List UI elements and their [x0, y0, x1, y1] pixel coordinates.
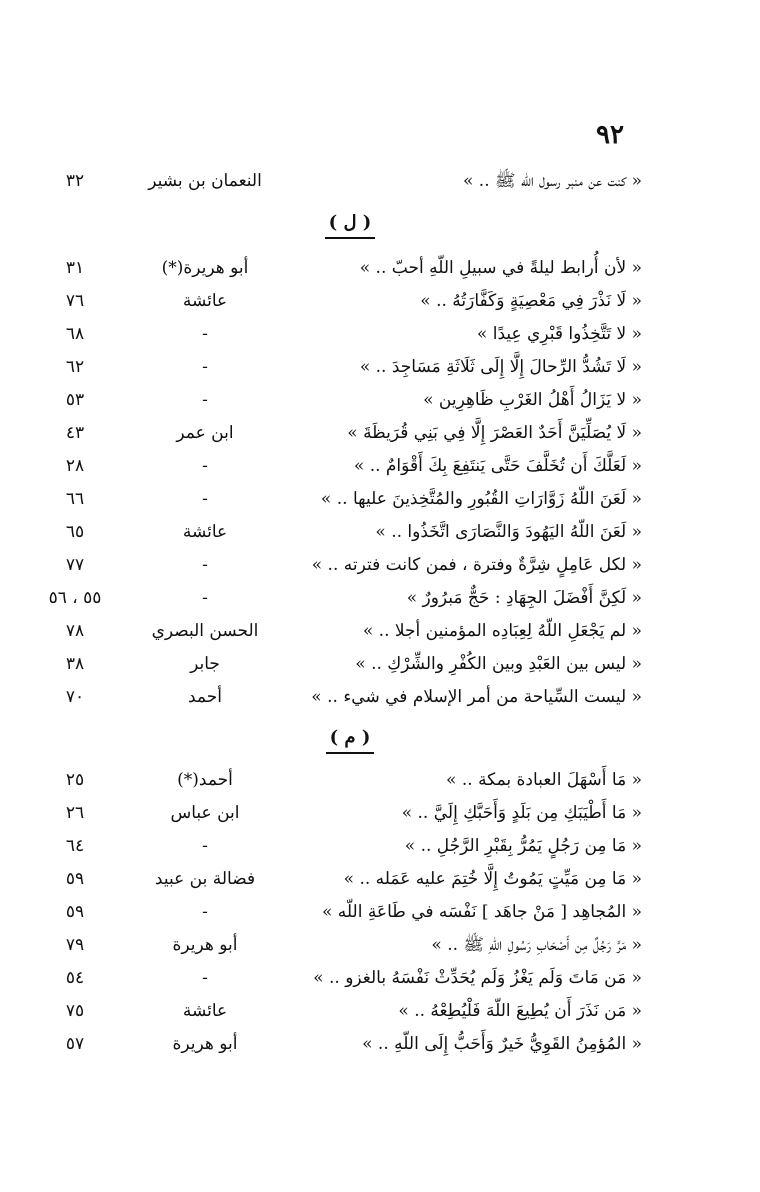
- hadith-text: « لَكِنَّ أَفْضَلَ الجِهَادِ : حَجٌّ مَبرُورٌ »: [406, 588, 642, 608]
- hadith-text: « لم يَجْعَلِ اللّهُ لِعِبَادِه المؤمنين أجلا .. »: [362, 621, 642, 641]
- narrator: -: [202, 456, 208, 476]
- page-ref: ٣٨: [65, 654, 85, 674]
- narrator: -: [202, 489, 208, 509]
- narrator: عائشة: [182, 1001, 228, 1021]
- index-row: [0, 384, 760, 417]
- hadith-text: « لَعَنَ اللّهُ زَوَّارَاتِ القُبُورِ والمُتَّخِذينَ عليها .. »: [320, 489, 642, 509]
- index-row: [0, 318, 760, 351]
- narrator: -: [202, 588, 208, 608]
- narrator: أحمد(*): [177, 770, 233, 790]
- narrator: النعمان بن بشير: [148, 171, 262, 191]
- hadith-text: « مَا أَطْيَبَكِ مِن بَلَدٍ وَأَحَبَّكِ إِلَيَّ .. »: [401, 803, 642, 823]
- hadith-text: « ليس بين العَبْدِ وبين الكُفْرِ والشِّرْكِ .. »: [355, 654, 642, 674]
- page-ref: ٤٣: [65, 423, 85, 443]
- page-ref: ٦٢: [65, 357, 85, 377]
- hadith-text: « لَا تَشُدُّ الرِّحالَ إِلَّا إِلَى ثَلَاثَةِ مَسَاجِدَ .. »: [359, 357, 642, 377]
- page-ref: ٥٥ ، ٥٦: [48, 588, 102, 608]
- index-row: [0, 863, 760, 896]
- narrator: عائشة: [182, 291, 228, 311]
- section-heading-mim: ( م ): [300, 727, 400, 754]
- page-ref: ٧٦: [65, 291, 85, 311]
- hadith-text: « لَا يُصَلِّيَنَّ أَحَدٌ العَصْرَ إِلَّا فِي بَنِي قُرَيظَةَ »: [347, 423, 642, 443]
- hadith-text: « لَا نَذْرَ فِي مَعْصِيَةٍ وَكَفَّارَتُهُ .. »: [420, 291, 642, 311]
- page-ref: ٧٨: [65, 621, 85, 641]
- index-row: [0, 896, 760, 929]
- index-row: [0, 929, 760, 962]
- index-row: [0, 285, 760, 318]
- hadith-text: « المُجاهِد [ مَنْ جاهَد ] نَفْسَه في طَاعَةِ اللّه »: [321, 902, 642, 922]
- narrator: أحمد: [188, 687, 222, 707]
- hadith-text: « مَا مِن مَيِّتٍ يَمُوتُ إِلَّا خُتِمَ عليه عَمَله .. »: [343, 869, 642, 889]
- hadith-text: « المُؤمِنُ القَوِيُّ خَيرٌ وَأَحَبُّ إِلَى اللّهِ .. »: [362, 1034, 642, 1054]
- index-row: [0, 797, 760, 830]
- page-ref: ٢٨: [65, 456, 85, 476]
- page-ref: ٦٥: [65, 522, 85, 542]
- hadith-text: « مَن نَذَرَ أَن يُطِيعَ اللّهَ فَلْيُطِعْهُ .. »: [398, 1001, 642, 1021]
- narrator: عائشة: [182, 522, 228, 542]
- page-ref: ٦٤: [65, 836, 85, 856]
- page-ref: ٧٠: [65, 687, 85, 707]
- hadith-text: « لا يَزَالُ أَهْلُ الغَرْبِ ظَاهِرِين »: [423, 390, 642, 410]
- hadith-text: « لَعَنَ اللّهُ اليَهُودَ وَالنَّصَارَى اتَّخَذُوا .. »: [375, 522, 642, 542]
- narrator: أبو هريرة: [172, 1034, 238, 1054]
- index-row: [0, 252, 760, 285]
- index-row: [0, 995, 760, 1028]
- index-row: [0, 615, 760, 648]
- page-ref: ٦٦: [65, 489, 85, 509]
- page-ref: ٣١: [65, 258, 85, 278]
- index-row: [0, 582, 760, 615]
- page-ref: ٧٩: [65, 935, 85, 955]
- index-row: [0, 549, 760, 582]
- index-row: [0, 764, 760, 797]
- page-ref: ٢٥: [65, 770, 85, 790]
- index-row: [0, 165, 760, 198]
- narrator: الحسن البصري: [151, 621, 259, 641]
- page-ref: ٥٤: [65, 968, 85, 988]
- hadith-text: « ليست السِّياحة من أمر الإسلام في شيء .. »: [311, 687, 642, 707]
- page-ref: ٧٧: [65, 555, 85, 575]
- page-number: ٩٢: [596, 120, 624, 150]
- index-row: [0, 351, 760, 384]
- narrator: -: [202, 390, 208, 410]
- page-ref: ٦٨: [65, 324, 85, 344]
- narrator: أبو هريرة: [172, 935, 238, 955]
- hadith-text: « مَرَّ رَجُلٌ مِن أَصْحَابِ رَسُولِ اللّهِ ﷺ .. »: [431, 935, 642, 955]
- page-ref: ٥٧: [65, 1034, 85, 1054]
- hadith-text: « لَعَلَّكَ أَن تُخَلَّفَ حَتَّى يَنتَفِعَ بِكَ أَقْوَامٌ .. »: [353, 456, 642, 476]
- narrator: -: [202, 836, 208, 856]
- narrator: أبو هريرة(*): [161, 258, 249, 278]
- index-row: [0, 483, 760, 516]
- narrator: -: [202, 324, 208, 344]
- narrator: ابن عمر: [176, 423, 234, 443]
- page-ref: ٥٣: [65, 390, 85, 410]
- index-row: [0, 830, 760, 863]
- section-heading-lam: ( ل ): [300, 212, 400, 239]
- index-row: [0, 1028, 760, 1061]
- index-row: [0, 681, 760, 714]
- narrator: -: [202, 968, 208, 988]
- page-ref: ٢٦: [65, 803, 85, 823]
- narrator: ابن عباس: [170, 803, 240, 823]
- index-row: [0, 516, 760, 549]
- hadith-text: « لا تَتَّخِذُوا قَبْرِي عِيدًا »: [476, 324, 642, 344]
- page-ref: ٥٩: [65, 902, 85, 922]
- narrator: -: [202, 555, 208, 575]
- narrator: -: [202, 902, 208, 922]
- narrator: فضالة بن عبيد: [154, 869, 256, 889]
- page-ref: ٣٢: [65, 171, 85, 191]
- hadith-text: « مَن مَاتَ وَلَم يَغْزُ وَلَم يُحَدِّثْ نَفْسَهُ بالغزو .. »: [313, 968, 642, 988]
- narrator: -: [202, 357, 208, 377]
- narrator: جابر: [190, 654, 220, 674]
- hadith-text: « مَا أَسْهَلَ العبادة بمكة .. »: [446, 770, 642, 790]
- index-row: [0, 417, 760, 450]
- hadith-text: « لأن أُرابط ليلةً في سبيلِ اللّهِ أحبّ .. »: [359, 258, 642, 278]
- index-row: [0, 450, 760, 483]
- hadith-text: « لكل عَامِلٍ شِرَّةٌ وفترة ، فمن كانت فترته .. »: [311, 555, 642, 575]
- hadith-text: « مَا مِن رَجُلٍ يَمُرُّ بِقَبْرِ الرَّجُلِ .. »: [404, 836, 642, 856]
- page-ref: ٥٩: [65, 869, 85, 889]
- page-ref: ٧٥: [65, 1001, 85, 1021]
- index-row: [0, 962, 760, 995]
- hadith-text: « كنت عن منبر رسول الله ﷺ .. »: [462, 171, 642, 191]
- index-row: [0, 648, 760, 681]
